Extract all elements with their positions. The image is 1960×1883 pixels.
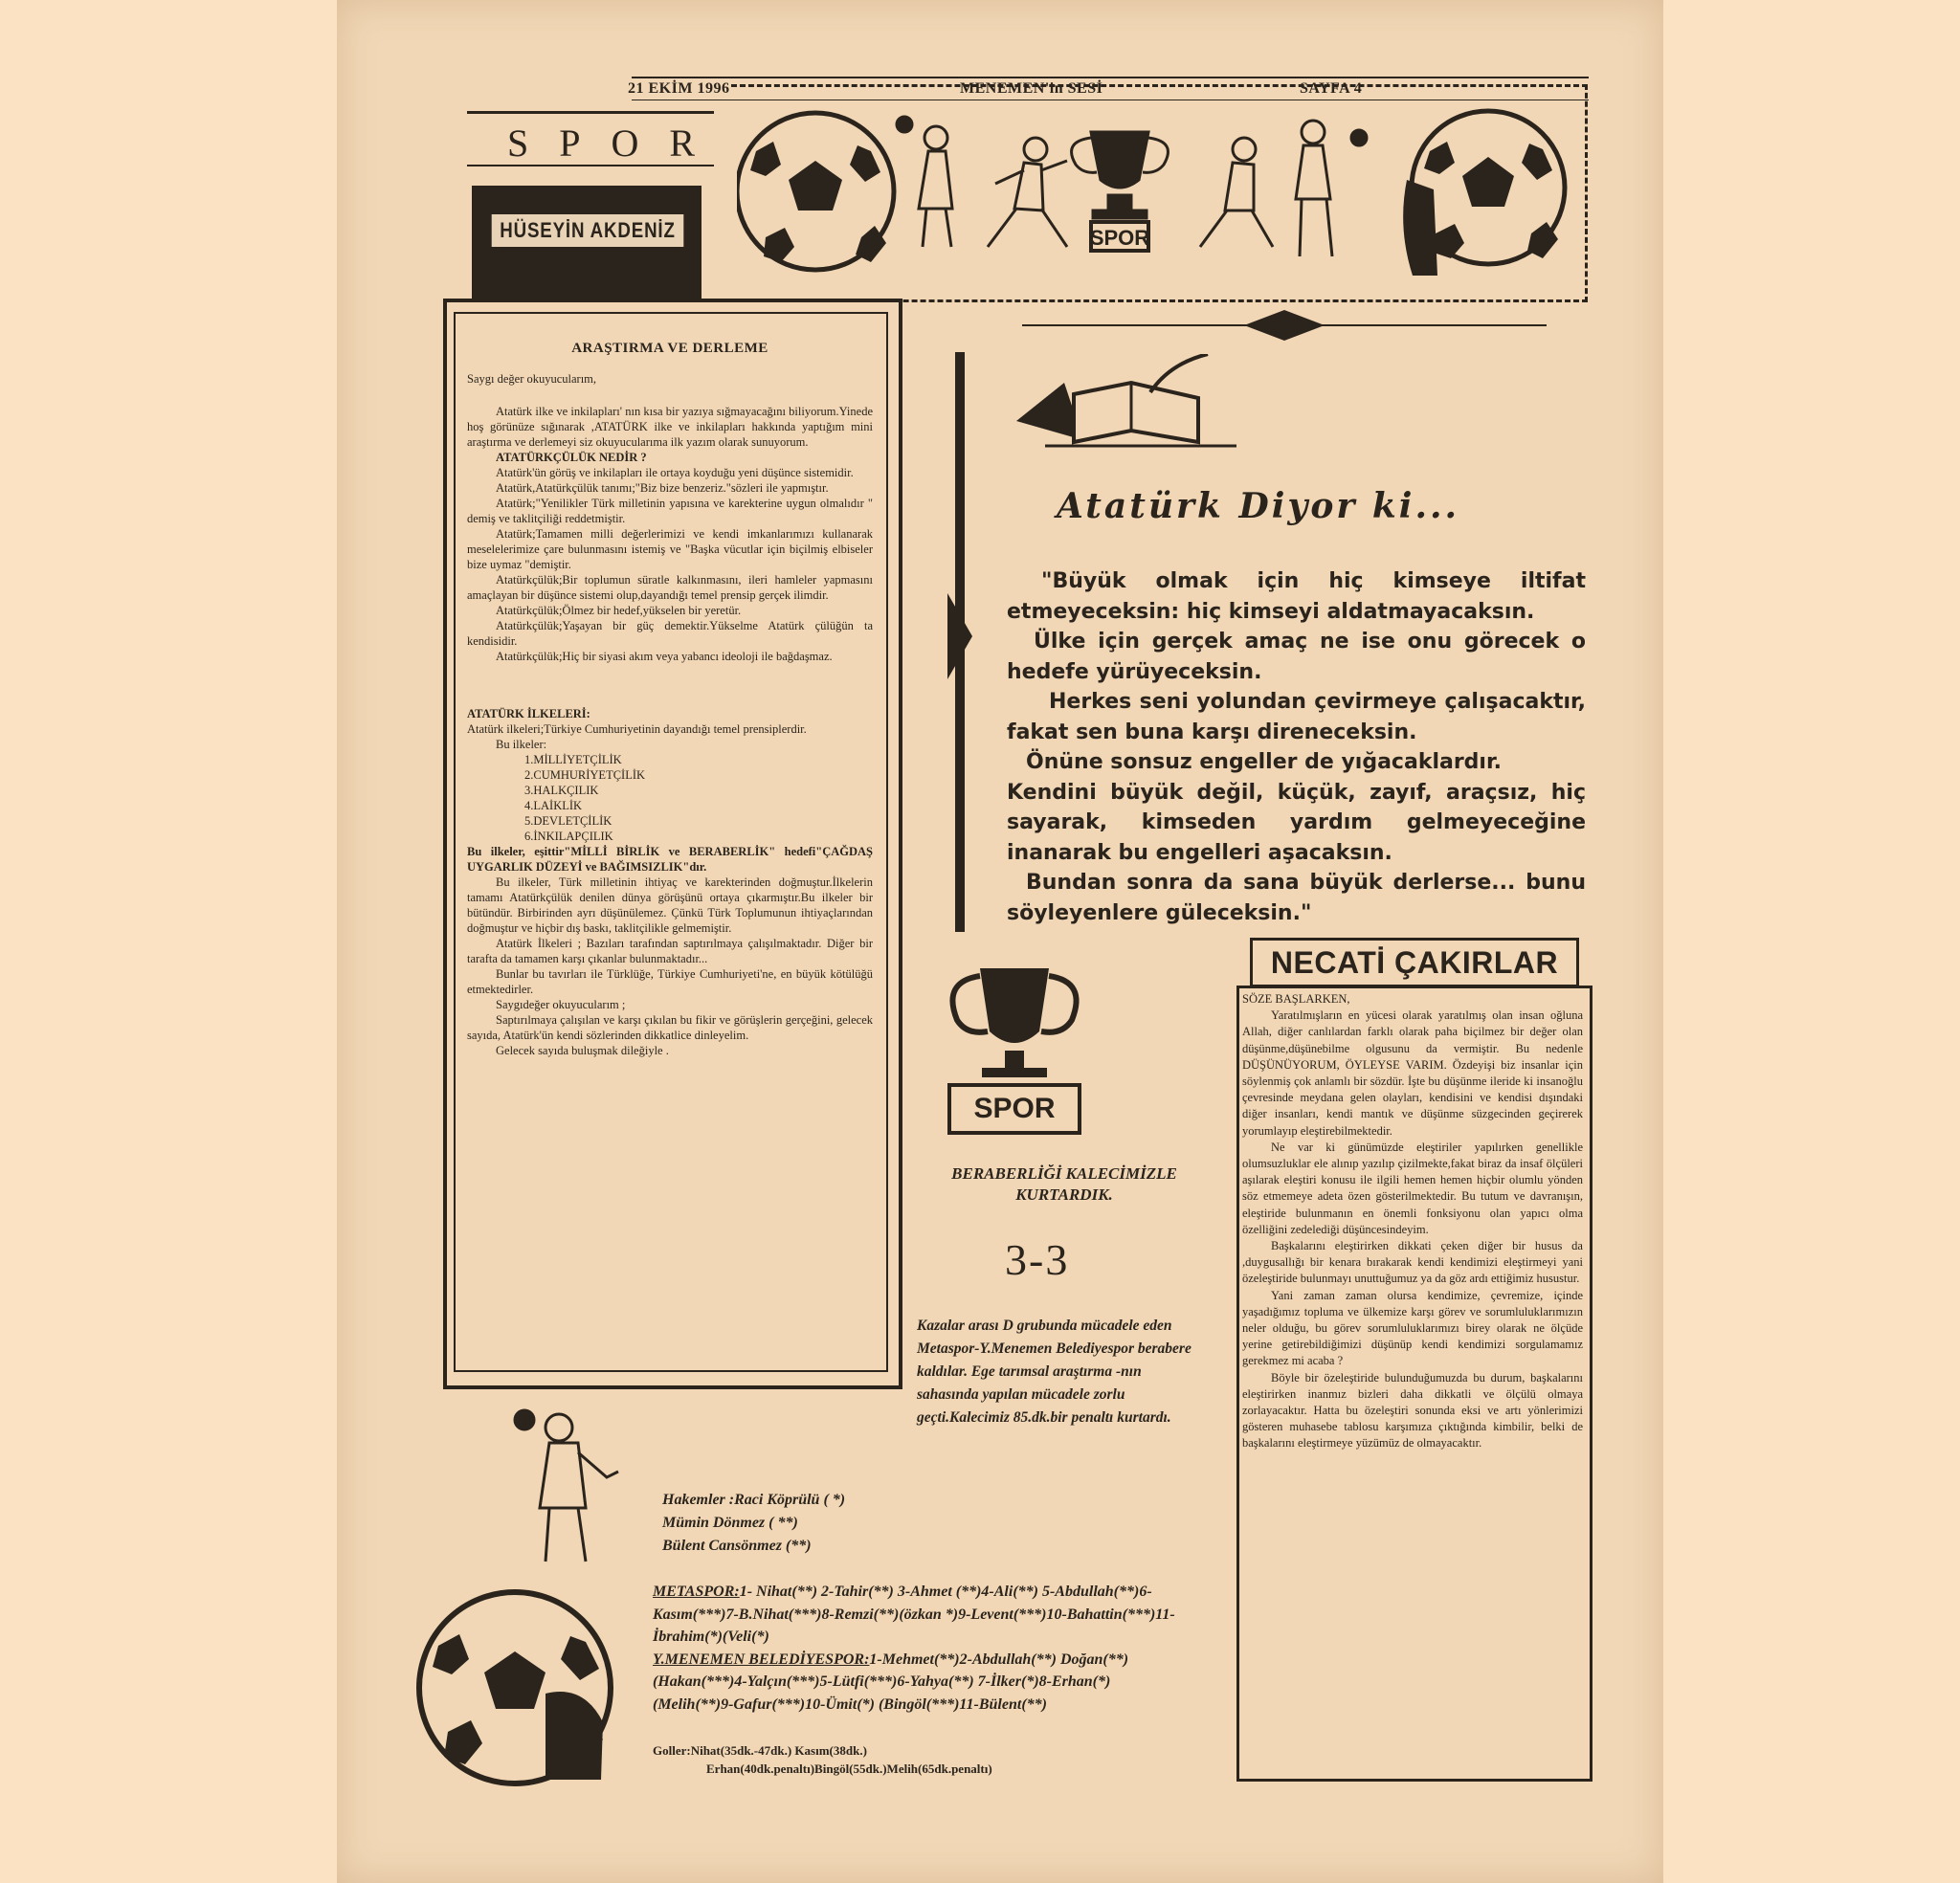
research-article [467, 341, 873, 1058]
soccer-ball-icon-2 [1403, 111, 1565, 276]
book-quill-icon [1007, 354, 1256, 459]
team-name: Y.MENEMEN BELEDİYESPOR: [653, 1650, 870, 1668]
paragraph: Bu ilkeler, eşittir"MİLLİ BİRLİK ve BERABERLİK" hedefi"ÇAĞDAŞ UYGARLIK DÜZEYİ ve BAĞIMSIZLIK"dır. [467, 845, 873, 874]
principles-heading: ATATÜRK İLKELERİ: [467, 707, 590, 720]
author-byline: HÜSEYİN AKDENİZ [492, 214, 684, 247]
trophy-label: SPOR [947, 1083, 1081, 1135]
author-byline-2: NECATİ ÇAKIRLAR [1250, 938, 1579, 987]
paragraph: Başkalarını eleştirirken dikkati çeken diğer bir husus da ,duygusallığı bir kenara bırakarak kendi kendimizi eleştirmeyi yani özeleştiride bulunmayı unuttuğumuz ya da göz ardı ettiğimiz husustur. [1242, 1239, 1583, 1286]
paragraph: Atatürk ilkeleri;Türkiye Cumhuriyetinin dayandığı temel prensiplerdir. [467, 722, 807, 736]
principle-item: 3.HALKÇILIK [524, 784, 599, 797]
match-title: BERABERLİĞİ KALECİMİZLE KURTARDIK. [951, 1164, 1177, 1204]
quote-line: Önüne sonsuz engeller de yığacaklardır. [1026, 750, 1503, 774]
quote-line: Ülke için gerçek amaç ne ise onu görecek o hedefe yürüyeceksin. [1007, 630, 1586, 684]
principles-lead: Bu ilkeler: [496, 738, 547, 751]
match-score: 3-3 [1005, 1235, 1070, 1284]
ataturk-quote [1007, 566, 1586, 928]
principle-item: 4.LAİKLİK [524, 799, 583, 812]
paragraph: Atatürk'ün görüş ve inkilapları ile ortaya koyduğu yeni düşünce sistemidir. [496, 466, 854, 479]
quote-line: "Büyük olmak için hiç kimseye iltifat etmeyeceksin: hiç kimseyi aldatmayacaksın. [1007, 569, 1586, 624]
sports-illustration [737, 103, 1579, 295]
page-number: SAYFA 4 [1300, 80, 1363, 97]
trophy-label-small: SPOR [1089, 226, 1150, 250]
opinion-column [1242, 991, 1583, 1452]
paragraph: Atatürk;"Yenilikler Türk milletinin yapısına ve karekterine uygun olmalıdır " demiş ve taklitçiliği reddetmiştir. [467, 497, 873, 525]
goals-line: Goller:Nihat(35dk.-47dk.) Kasım(38dk.) [653, 1743, 867, 1758]
paragraph: Ne var ki günümüzde eleştiriler yapılırken genellikle olumsuzluklar ele alınıp yazılıp çizilmekte,fakat biraz da insaf ölçüleri aşılarak eleştiri konusu ile ilgili hemen hemen hiçbir olumlu yönden söz etmemeye adeta özen gösterilmektedir. Bu tutum ve davranışın, eleştiride bulunmanın en önemli fonksiyonu olan yapıcı olma özelliğini zedelediği düşüncesindeyim. [1242, 1140, 1583, 1236]
goals-line: Erhan(40dk.penaltı)Bingöl(55dk.)Melih(65dk.penaltı) [706, 1761, 992, 1776]
salutation: Saygı değer okuyucularım, [467, 372, 597, 386]
paragraph: Atatürkçülük;Bir toplumun süratle kalkınmasını, ileri hamleler yapmasını amaçlayan bir düşünce sistemi olup,dayandığı temel prensip gerçek ilimdir. [467, 573, 873, 602]
paragraph: Atatürk;Tamamen milli değerlerimizi ve kendi imkanlarımızı kullanarak meselelerimize çare bulunmasını istemiş ve "Başka vücutlar için biçilmiş elbiseler bize uymaz "demiştir. [467, 527, 873, 571]
lineups [653, 1581, 1177, 1716]
quote-line: Bundan sonra da sana büyük derlerse... bunu söyleyenlere güleceksin." [1007, 871, 1586, 925]
referee-line: Mümin Dönmez ( **) [662, 1515, 798, 1531]
runner-figure-icon [988, 138, 1067, 247]
paragraph: Atatürk İlkeleri ; Bazıları tarafından saptırılmaya çalışılmaktadır. Diğer bir tarafta da tamamen karşı çıkanlar bulunmaktadır... [467, 937, 873, 965]
principle-item: 1.MİLLİYETÇİLİK [524, 753, 622, 766]
paragraph: Atatürkçülük;Hiç bir siyasi akım veya yabancı ideoloji ile bağdaşmaz. [496, 650, 833, 663]
player-figure-icon-2 [1296, 121, 1367, 256]
paragraph: Saygıdeğer okuyucularım ; [496, 998, 626, 1011]
trophy-icon [1072, 132, 1169, 251]
section-rule-top [467, 111, 714, 114]
paragraph: Bu ilkeler, Türk milletinin ihtiyaç ve karekterinden doğmuştur.İlkelerin tamamı Atatürkçülük denilen dünya görüşünü ortaya çıkarmıştır.Bu ilkeler bir bütündür. Birbirinden ayrı düşünülemez. Çünkü Türk Toplumunun ihtiyaçlarından doğmuştur ve hiçbir dış baskı, taklitçilikle gelmemiştir. [467, 875, 873, 935]
issue-date: 21 EKİM 1996 [628, 80, 730, 97]
principle-item: 6.İNKILAPÇILIK [524, 830, 613, 843]
soccer-ball-icon-large [402, 1588, 632, 1789]
section-title: SPOR [507, 122, 726, 165]
paragraph: Atatürkçülük;Yaşayan bir güç demektir.Yükselme Atatürk çülüğün ta kendisidir. [467, 619, 873, 648]
runner-figure-icon-2 [1200, 138, 1273, 247]
paragraph: Atatürk ilke ve inkilapları' nın kısa bir yazıya sığmayacağını biliyorum.Yinede hoş görünüze sığınarak ,ATATÜRK ilke ve inkilapları hakkında yaptığım mini araştırma ve derlemeyi siz okuyucularıma ilk yazım olarak sunuyorum. [467, 405, 873, 449]
referee-line: Hakemler :Raci Köprülü ( *) [662, 1492, 846, 1508]
paragraph: Atatürkçülük;Ölmez bir hedef,yükselen bir yeretür. [496, 604, 742, 617]
principle-item: 2.CUMHURİYETÇİLİK [524, 768, 646, 782]
player-figure-icon [897, 117, 952, 247]
team-players: 1- Nihat(**) 2-Tahir(**) 3-Ahmet (**)4-Ali(**) 5-Abdullah(**)6-Kasım(***)7-B.Nihat(***)8-Remzi(**)(özkan *)9-Levent(***)10-Bahattin(***)11-İbrahim(*)(Veli(*) [653, 1584, 1175, 1645]
match-description: Kazalar arası D grubunda mücadele eden Metaspor-Y.Menemen Belediyespor berabere kaldılar. Ege tarımsal araştırma -nın sahasında yapılan mücadele zorlu geçti.Kalecimiz 85.dk.bir penaltı kurtardı. [917, 1318, 1192, 1426]
goals [653, 1741, 1227, 1778]
paragraph: Yaratılmışların en yücesi olarak yaratılmış olan insan oğluna Allah, diğer canlılardan farklı olarak paha biçilmez bir değer olan düşünme,düşünebilme olgusunu da vermiştir. Bu nedenle DÜŞÜNÜYORUM, ÖYLEYSE VARIM. Özdeyişi biz insanlar için söylenmiş çok anlamlı bir sözdür. İşte bu düşünme ileride ki insanoğlu çevresinde meydana gelen olayları, kendisini ve kendisi dışındaki diğer insanları, kendi mantık ve düşünme süzgecinden geçirerek yorumlayıp eleştirebilmektedir. [1242, 1008, 1583, 1138]
diamond-ornament-icon [1244, 310, 1325, 341]
paper-name: MENEMEN'in SESİ [960, 80, 1103, 97]
arrow-marker-icon [947, 593, 972, 679]
team-name: METASPOR: [653, 1584, 740, 1600]
quote-line: Herkes seni yolundan çevirmeye çalışacaktır, fakat sen buna karşı direneceksin. [1007, 690, 1586, 744]
paragraph: Böyle bir özeleştiride bulunduğumuzda bu durum, başkalarını eleştirirken inanmız bizleri daha dikkatli ve ölçülü olmaya zorlayacaktır. Hatta bu özeleştiri sonunda eksi ve artı yönlerimizi gösteren muhasebe tablosu karşımıza çıktığında kimbilir, belki de başkalarını eleştirmeye yüzümüz de olmayacaktır. [1242, 1370, 1583, 1451]
paragraph: Saptırılmaya çalışılan ve karşı çıkılan bu fikir ve görüşlerin gerçeğini, gelecek sayıda, Atatürk'ün kendi sözlerinden dikkatlice dinleyelim. [467, 1013, 873, 1042]
paragraph: Bunlar bu tavırları ile Türklüğe, Türkiye Cumhuriyeti'ne, en büyük kötülüğü etmektedirler. [467, 967, 873, 996]
quote-line: Kendini büyük değil, küçük, zayıf, araçsız, hiç sayarak, kimseden yardım gelmeyeceğine inanarak bu engelleri aşacaksın. [1007, 780, 1586, 865]
referees [662, 1489, 949, 1558]
paragraph: Atatürk,Atatürkçülük tanımı;"Biz bize benzeriz."sözleri ile yapmıştır. [496, 481, 829, 495]
referee-line: Bülent Cansönmez (**) [662, 1538, 812, 1554]
quote-title: Atatürk Diyor ki... [1057, 486, 1460, 526]
article-title: ARAŞTIRMA VE DERLEME [571, 341, 768, 356]
principle-item: 5.DEVLETÇİLİK [524, 814, 612, 828]
team-players: 1-Mehmet(**)2-Abdullah(**) Doğan(**)(Hakan(***)4-Yalçın(***)5-Lütfi(***)6-Yahya(**) 7-İlker(*)8-Erhan(*)(Melih(**)9-Gafur(***)10-Ümit(*) (Bingöl(***)11-Bülent(**) [653, 1650, 1129, 1713]
column-heading: SÖZE BAŞLARKEN, [1242, 992, 1350, 1006]
section-rule-bottom [467, 165, 714, 166]
subheading: ATATÜRKÇÜLÜK NEDİR ? [496, 451, 647, 464]
goalkeeper-figure-icon [507, 1408, 641, 1567]
paragraph: Yani zaman zaman olursa kendimize, çevremize, içinde yaşadığımız topluma ve ülkemize karşı görev ve sorumluluklarımızın neler olduğu, bu görev sorumluluklarımızı birey olarak ne ölçüde yerine getirebildiğimizi düşünüp kendi kendimizi sorgulamamız gerekmez mi acaba ? [1242, 1288, 1583, 1368]
paragraph: Gelecek sayıda buluşmak dileğiyle . [496, 1044, 669, 1057]
soccer-ball-icon [737, 113, 894, 270]
header-rule [632, 77, 1589, 78]
